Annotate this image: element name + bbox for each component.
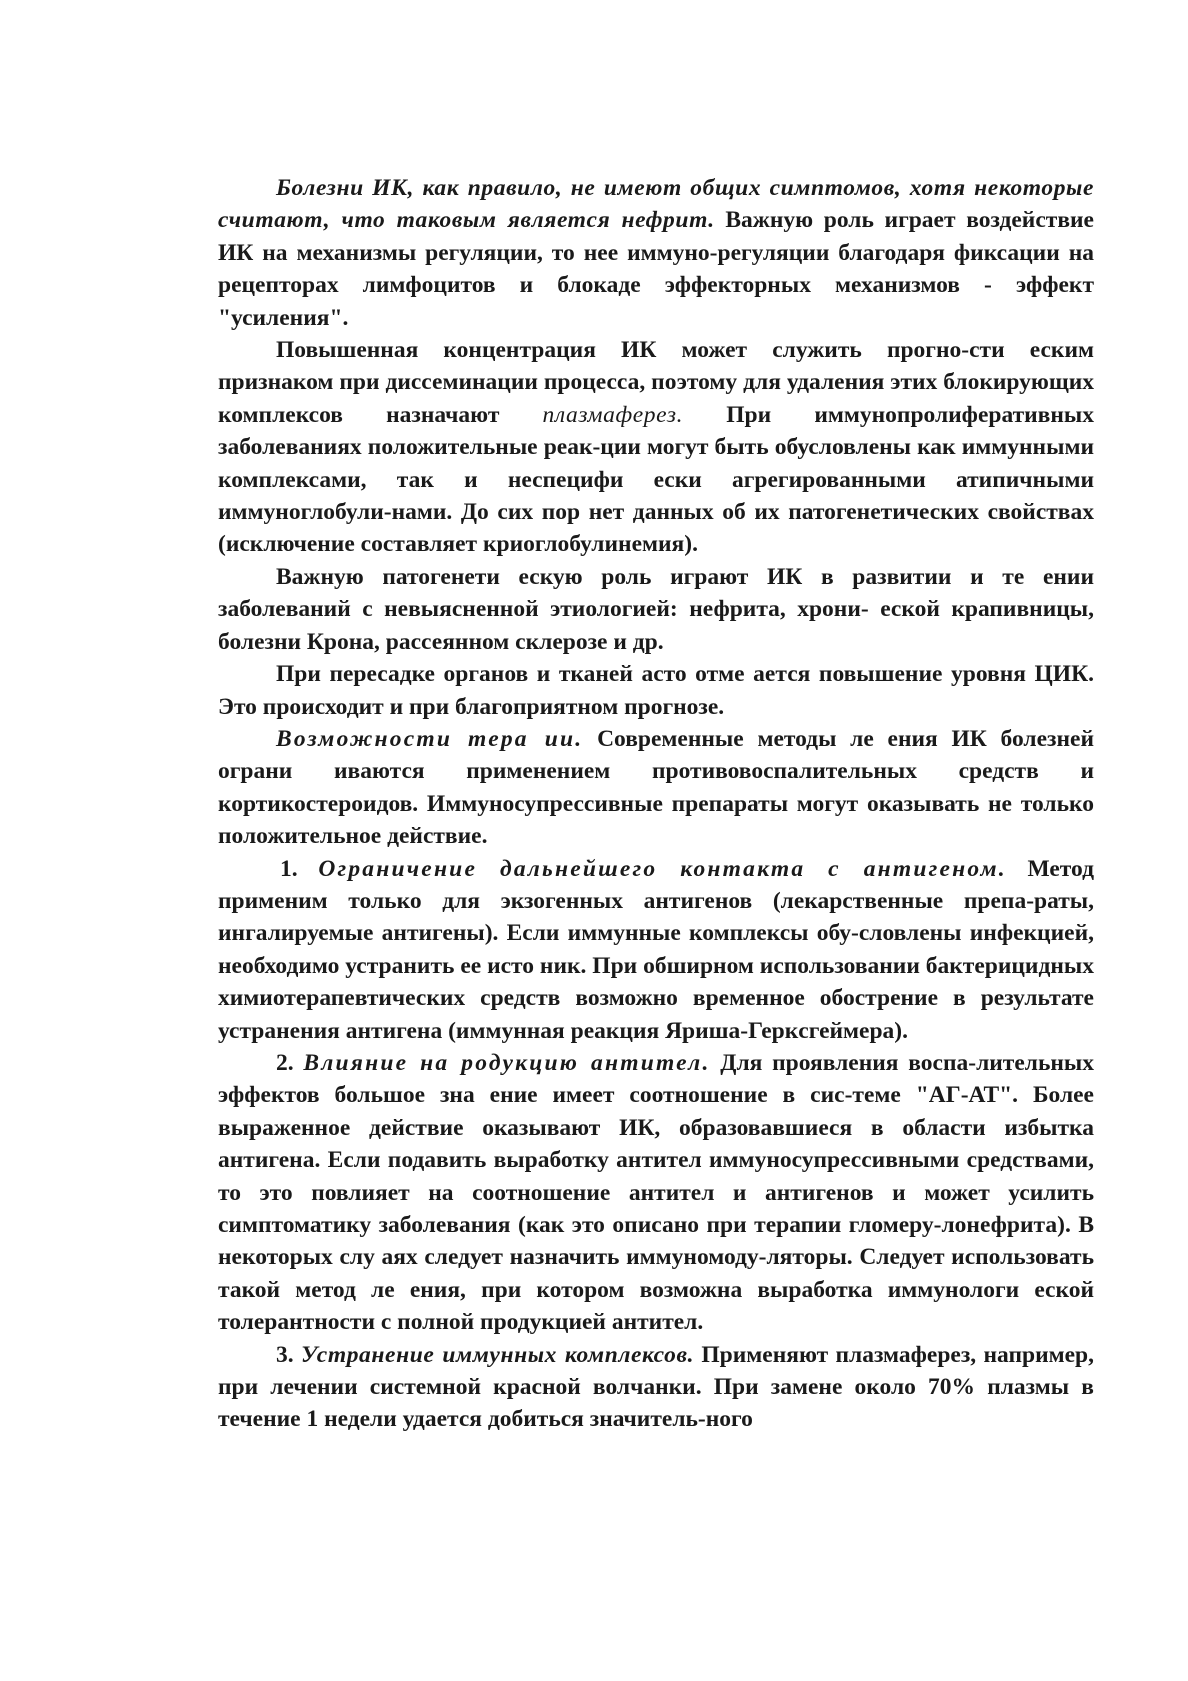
list-item-title: Ограничение дальнейшего контакта с антигеном. [318,855,1007,882]
list-item-title: Влияние на родукцию антител. [303,1049,711,1076]
paragraph-therapy [218,723,1094,853]
list-item-3 [218,1339,1094,1436]
paragraph-text: Применяют плазмаферез, например, при лечении системной красной волчанки. При замене около 70% плазмы в течение 1 недели удается добиться значитель-ного [218,1341,1094,1433]
list-number: 1. [280,855,298,882]
paragraph-text: Важную роль играет воздействие ИК на механизмы регуляции, то нее иммуно-регуляции благодаря фиксации на рецепторах лимфоцитов и блокаде эффекторных механизмов - эффект "усиления". [218,207,1094,331]
paragraph-transplant [218,658,1094,723]
list-item-1 [218,853,1094,1047]
paragraph-text: Метод применим только для экзогенных антигенов (лекарственные препа-раты, ингалируемые антигены). Если иммунные комплексы обу-словлены инфекцией, необходимо устранить ее исто ник. При обширном использовании бактерицидных химиотерапевтических средств возможно временное обострение в результате устранения антигена (иммунная реакция Яриша-Геркcгеймера). [218,855,1095,1044]
italic-lead: Возможности тера ии. [276,725,584,752]
list-item-title: Устранение иммунных комплексов. [300,1341,695,1368]
document-body [218,172,1094,1436]
paragraph-pathogenetic-role [218,561,1094,658]
list-number: 2. [276,1049,294,1076]
paragraph-text: Современные методы ле ения ИК болезней ограни иваются применением противовоспалительных средств и кортикостероидов. Иммуносупрессивные препараты могут оказывать не только положительное действие. [218,725,1095,850]
italic-lead: Болезни ИК, как правило, не имеют общих симптомов, хотя некоторые считают, что таковым является нефрит. [218,175,1094,234]
paragraph-ik-concentration [218,334,1094,561]
paragraph-ik-symptoms [218,172,1094,334]
italic-term: плазмаферез. [542,401,684,428]
list-number: 3. [276,1341,294,1368]
paragraph-text: Повышенная концентрация ИК может служить прогно-сти еским признаком при диссеминации процесса, поэтому для удаления этих блокирующих комплексов назначают [218,337,1094,428]
paragraph-text: Важную патогенети ескую роль играют ИК в развитии и те ении заболеваний с невыясненной этиологией: нефрита, хрони- еской крапивницы, болезни Крона, рассеянном склерозе и др. [218,563,1094,655]
paragraph-text: При пересадке органов и тканей асто отме ается повышение уровня ЦИК. Это происходит и при благоприятном прогнозе. [218,661,1094,720]
paragraph-text: При иммунопролиферативных заболеваниях положительные реак-ции могут быть обусловлены как иммунными комплексами, так и неспецифи ески агрегированными атипичными иммуноглобули-нами. До сих пор нет данных об их патогенетических свойствах (исключение составляет криоглобулинемия). [218,401,1095,558]
paragraph-text: Для проявления воспа-лительных эффектов большое зна ение имеет соотношение в сис-теме "АГ-АТ". Более выраженное действие оказывают ИК, образовавшиеся в области избытка антигена. Если подавить выработку антител иммуносупрессивными средствами, то это повлияет на соотношение антител и антигенов и может усилить симптоматику заболевания (как это описано при терапии гломеру-лонефрита). В некоторых слу аях следует назначить иммуномоду-ляторы. Следует использовать такой метод ле ения, при котором возможна выработка иммунологи еской толерантности с полной продукцией антител. [218,1049,1095,1336]
list-item-2 [218,1047,1094,1339]
